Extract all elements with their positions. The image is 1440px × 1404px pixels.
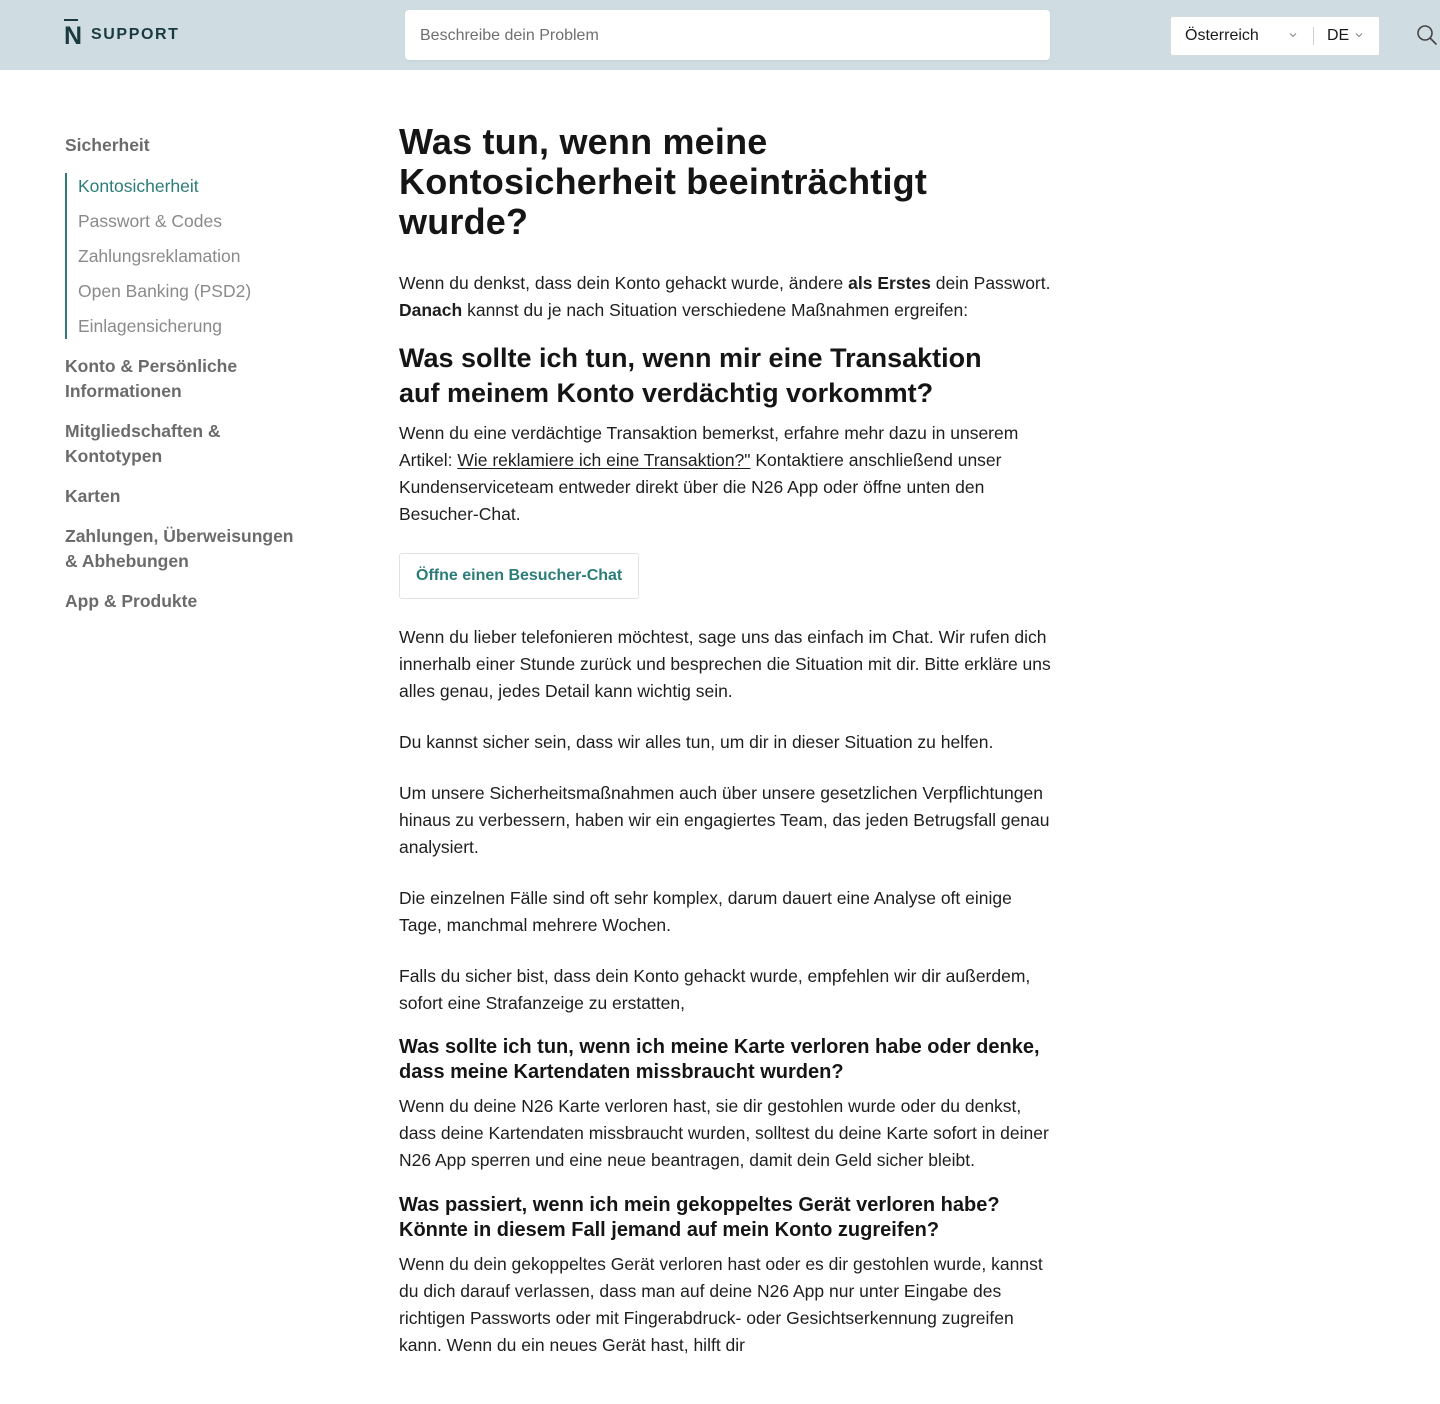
search-box (405, 10, 1050, 60)
sidebar-nav (65, 133, 315, 614)
intro-paragraph: Wenn du denkst, dass dein Konto gehackt wurde, ändere als Erstes dein Passwort. Danach kannst du je nach Situation verschiedene Maßnahmen ergreifen: (399, 273, 1051, 320)
site-header (0, 0, 1440, 70)
sidebar-category-konto[interactable]: Konto & Persönliche Informationen (65, 356, 238, 401)
locale-divider (1313, 27, 1314, 45)
search-icon[interactable] (1416, 24, 1438, 46)
sidebar-category-sicherheit[interactable]: Sicherheit (65, 135, 150, 155)
suspicious-transaction-paragraph: Wenn du eine verdächtige Transaktion bemerkst, erfahre mehr dazu in unserem Artikel: Wie reklamiere ich eine Transaktion?" Kontaktiere anschließend unser Kundenserviceteam entweder direkt über die N26 App oder öffne unten den Besucher-Chat. (399, 423, 1019, 524)
reclaim-transaction-link[interactable]: Wie reklamiere ich eine Transaktion?" (457, 450, 751, 470)
sidebar-subnav (65, 173, 315, 339)
article-paragraph: Wenn du lieber telefonieren möchtest, sage uns das einfach im Chat. Wir rufen dich innerhalb einer Stunde zurück und besprechen die Situation mit dir. Bitte erkläre uns alles genau, jedes Detail kann wichtig sein. (399, 627, 1051, 701)
section-heading-suspicious-transaction: Was sollte ich tun, wenn mir eine Transaktion auf meinem Konto verdächtig vorkommt? (399, 343, 982, 408)
chevron-down-icon (1289, 31, 1297, 39)
sidebar-item-open-banking[interactable]: Open Banking (PSD2) (78, 281, 252, 301)
page-title: Was tun, wenn meine Kontosicherheit beeinträchtigt wurde? (399, 121, 928, 242)
lost-device-paragraph: Wenn du dein gekoppeltes Gerät verloren hast oder es dir gestohlen wurde, kannst du dich darauf verlassen, dass man auf deine N26 App nur unter Eingabe des richtigen Passworts oder mit Fingerabdruck- oder Gesichtserkennung zugreifen kann. Wenn du ein neues Gerät hast, hilft dir (399, 1254, 1043, 1355)
article (399, 122, 1059, 1359)
open-visitor-chat-button[interactable]: Öffne einen Besucher-Chat (399, 553, 639, 599)
sidebar-item-einlagensicherung[interactable]: Einlagensicherung (78, 316, 222, 336)
n26-support-logo[interactable] (64, 19, 180, 51)
country-select[interactable]: Österreich (1185, 27, 1259, 44)
sidebar-category-karten[interactable]: Karten (65, 486, 121, 506)
chevron-down-icon (1355, 31, 1363, 39)
article-paragraph: Die einzelnen Fälle sind oft sehr komplex, darum dauert eine Analyse oft einige Tage, manchmal mehrere Wochen. (399, 888, 1012, 935)
locale-selector (1170, 16, 1380, 56)
sidebar-item-passwort-codes[interactable]: Passwort & Codes (78, 211, 222, 231)
sidebar-item-zahlungsreklamation[interactable]: Zahlungsreklamation (78, 246, 241, 266)
sidebar-category-zahlungen[interactable]: Zahlungen, Überweisungen & Abhebungen (65, 526, 294, 571)
n26-logo-icon: N (64, 19, 78, 51)
article-paragraph: Falls du sicher bist, dass dein Konto gehackt wurde, empfehlen wir dir außerdem, sofort eine Strafanzeige zu erstatten, (399, 966, 1031, 1013)
lost-card-paragraph: Wenn du deine N26 Karte verloren hast, sie dir gestohlen wurde oder du denkst, dass deine Kartendaten missbraucht wurden, solltest du deine Karte sofort in deiner N26 App sperren und eine neue beantragen, damit dein Geld sicher bleibt. (399, 1096, 1049, 1170)
search-input[interactable] (418, 10, 1002, 62)
sidebar-category-app-produkte[interactable]: App & Produkte (65, 591, 198, 611)
sidebar-category-mitgliedschaften[interactable]: Mitgliedschaften & Kontotypen (65, 421, 221, 466)
language-select[interactable]: DE (1327, 27, 1350, 44)
section-heading-lost-card: Was sollte ich tun, wenn ich meine Karte verloren habe oder denke, dass meine Kartendaten missbraucht wurden? (399, 1036, 1040, 1083)
sidebar-item-kontosicherheit[interactable]: Kontosicherheit (78, 176, 199, 196)
article-paragraph: Um unsere Sicherheitsmaßnahmen auch über unsere gesetzlichen Verpflichtungen hinaus zu verbessern, haben wir ein engagiertes Team, das jeden Betrugsfall genau analysiert. (399, 783, 1050, 857)
section-heading-lost-device: Was passiert, wenn ich mein gekoppeltes Gerät verloren habe? Könnte in diesem Fall jemand auf mein Konto zugreifen? (399, 1194, 1000, 1241)
logo-text: SUPPORT (91, 26, 180, 43)
article-paragraph: Du kannst sicher sein, dass wir alles tun, um dir in dieser Situation zu helfen. (399, 732, 994, 752)
